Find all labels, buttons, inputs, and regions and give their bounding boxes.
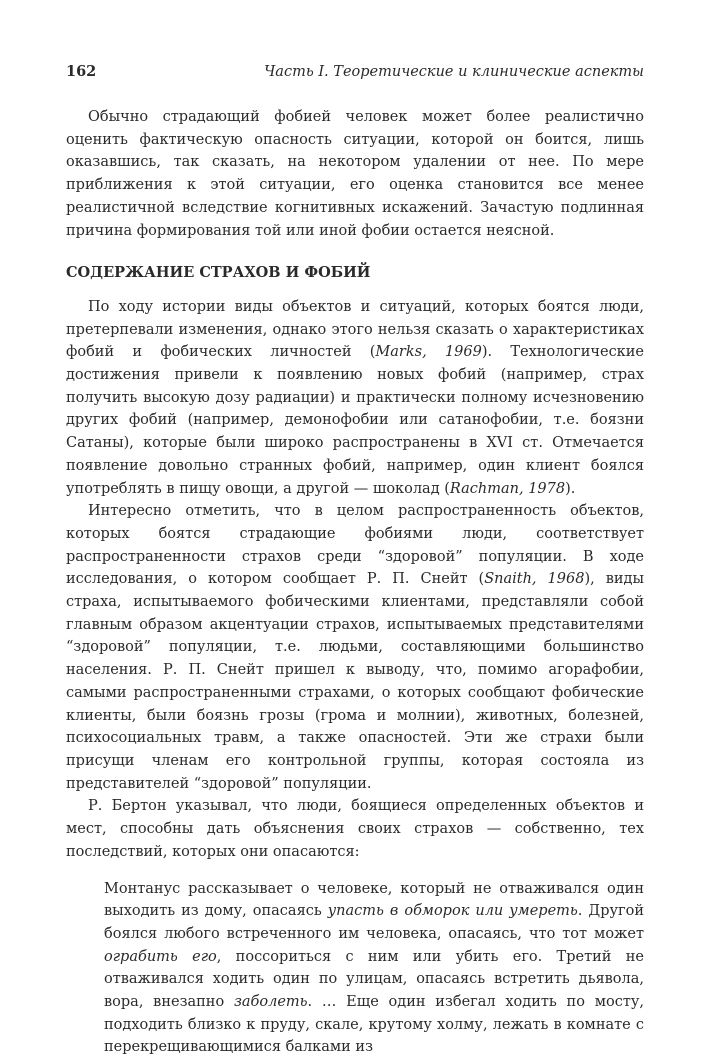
page-number: 162 — [66, 62, 96, 82]
citation-rachman: Rachman, 1978 — [450, 481, 565, 497]
quote-emphasis-1: упасть в обморок или умереть — [328, 903, 578, 919]
paragraph-history-text-a: По ходу истории виды объектов и ситуаций, которых боятся люди, претерпевали изменения, однако этого нельзя сказать о характеристиках фобий и фобических личностей ( — [66, 299, 644, 360]
quote-text-a: Монтанус рассказывает о человеке, который не отваживался один выходить из дому, опасаясь — [104, 881, 644, 920]
quote-emphasis-2: ограбить его — [104, 949, 217, 965]
intro-paragraph: Обычно страдающий фобией человек может более реалистично оценить фактическую опасность ситуации, которой он боится, лишь оказавшись, так сказать, на некотором удалении от нее. По мере приближения к этой ситуации, его оценка становится все менее реалистичной вследствие когнитивных искажений. Зачастую подлинная причина формирования той или иной фобии остается неясной. — [66, 106, 644, 242]
quote-emphasis-3: заболеть — [234, 994, 308, 1010]
citation-snaith: Snaith, 1968 — [484, 571, 584, 587]
paragraph-prevalence-text-a: Интересно отметить, что в целом распространенность объектов, которых боятся страдающие фобиями люди, соответствует распространенности страхов среди “здоровой” популяции. В ходе исследования, о котором сообщает Р. П. Снейт ( — [66, 503, 644, 587]
paragraph-history-text-c: ). — [565, 481, 575, 497]
running-title: Часть I. Теоретические и клинические аспекты — [264, 62, 644, 82]
paragraph-history-text-b: ). Технологические достижения привели к появлению новых фобий (например, страх получить высокую дозу радиации) и практически полному исчезновению других фобий (например, демонофобии или сатанофобии, т.е. боязни Сатаны), которые были широко распространены в XVI ст. Отмечается появление довольно странных фобий, например, один клиент боялся употреблять в пищу овощи, а другой — шоколад ( — [66, 344, 644, 496]
paragraph-history — [66, 296, 644, 500]
quote-text-b: . Другой боялся любого встреченного им человека, опасаясь, что тот может — [104, 903, 644, 942]
quote-text-c: , поссориться с ним или убить его. Третий не отваживался ходить один по улицам, опасаясь встретить дьявола, вора, внезапно — [104, 949, 644, 1010]
section-heading: СОДЕРЖАНИЕ СТРАХОВ И ФОБИЙ — [66, 262, 644, 285]
paragraph-burton: Р. Бертон указывал, что люди, боящиеся определенных объектов и мест, способны дать объяснения своих страхов — собственно, тех последствий, которых они опасаются: — [66, 795, 644, 863]
running-head — [66, 62, 644, 82]
body-text — [66, 106, 644, 1059]
paragraph-prevalence — [66, 500, 644, 795]
block-quote — [104, 878, 644, 1059]
citation-marks: Marks, 1969 — [375, 344, 481, 360]
quote-text-d: . … Еще один избегал ходить по мосту, подходить близко к пруду, скале, крутому холму, лежать в комнате с перекрещивающимися балками из — [104, 994, 644, 1055]
paragraph-prevalence-text-b: ), виды страха, испытываемого фобическими клиентами, представляли собой главным образом акцентуации страхов, испытываемых представителями “здоровой” популяции, т.е. людьми, составляющими большинство населения. Р. П. Снейт пришел к выводу, что, помимо агорафобии, самыми распространенными страхами, о которых сообщают фобические клиенты, были боязнь грозы (грома и молнии), животных, болезней, психосоциальных травм, а также опасностей. Эти же страхи были присущи членам его контрольной группы, которая состояла из представителей “здоровой” популяции. — [66, 571, 644, 791]
quote-paragraph — [104, 878, 644, 1059]
